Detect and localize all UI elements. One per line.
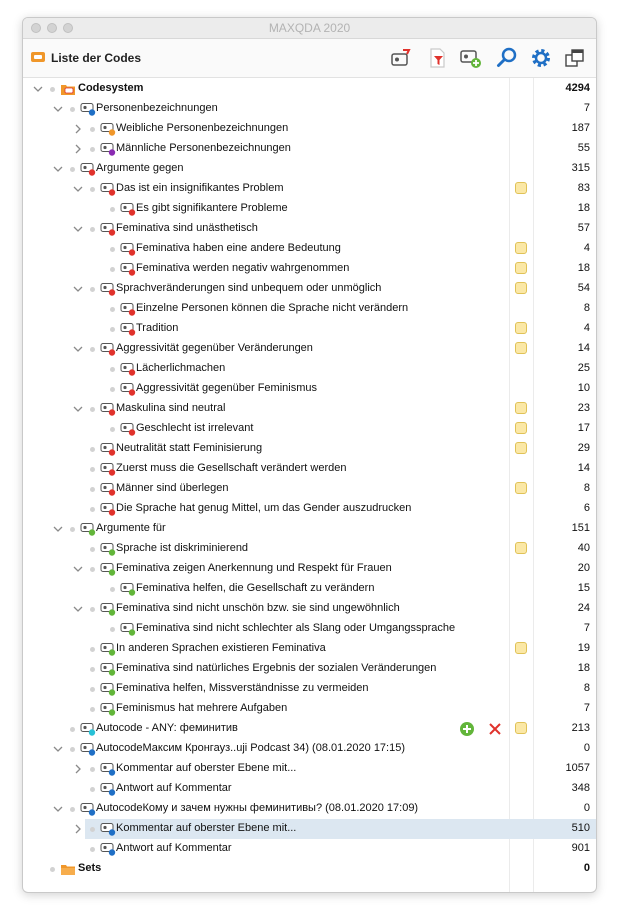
activation-dot[interactable] — [70, 807, 75, 812]
code-label: Es gibt signifikantere Probleme — [136, 202, 288, 214]
code-row[interactable] — [23, 279, 596, 299]
code-row[interactable] — [23, 579, 596, 599]
code-row[interactable] — [23, 539, 596, 559]
activation-dot[interactable] — [110, 387, 115, 392]
chevron-down-icon[interactable] — [53, 104, 63, 114]
code-icon — [100, 442, 116, 456]
code-icon — [120, 202, 136, 216]
code-label: Feminativa sind unästhetisch — [116, 222, 258, 234]
coded-segments-count: 901 — [571, 842, 590, 854]
activation-dot[interactable] — [70, 527, 75, 532]
coded-segments-count: 14 — [577, 462, 590, 474]
coded-segments-count: 18 — [577, 202, 590, 214]
coded-segments-count: 1057 — [565, 762, 590, 774]
chevron-right-icon[interactable] — [73, 824, 83, 834]
activation-dot[interactable] — [50, 867, 55, 872]
add-code-icon[interactable] — [459, 46, 483, 70]
code-icon — [80, 162, 96, 176]
activation-dot[interactable] — [90, 647, 95, 652]
coded-segments-count: 4 — [583, 322, 590, 334]
code-icon — [80, 802, 96, 816]
activation-dot[interactable] — [70, 727, 75, 732]
code-row[interactable] — [23, 399, 596, 419]
memo-icon[interactable] — [515, 482, 527, 494]
code-label: Maskulina sind neutral — [116, 402, 226, 414]
memo-icon[interactable] — [515, 642, 527, 654]
new-code-icon[interactable] — [389, 46, 413, 70]
coded-segments-count: 510 — [571, 822, 590, 834]
code-label: Autocode - ANY: феминитив — [96, 722, 238, 734]
activation-dot[interactable] — [110, 427, 115, 432]
code-row[interactable] — [23, 339, 596, 359]
code-label: AutocodeКому и зачем нужны феминитивы? (08.01.2020 17:09) — [96, 802, 419, 814]
code-icon — [120, 322, 136, 336]
coded-segments-count: 23 — [577, 402, 590, 414]
code-label: Feminativa werden negativ wahrgenommen — [136, 262, 350, 274]
activation-dot[interactable] — [70, 747, 75, 752]
code-icon — [80, 722, 96, 736]
window-title: MAXQDA 2020 — [268, 21, 351, 35]
coded-segments-count: 0 — [583, 802, 590, 814]
coded-segments-count: 187 — [571, 122, 590, 134]
code-row[interactable] — [23, 619, 596, 639]
coded-segments-count: 7 — [583, 702, 590, 714]
code-label: Feminativa helfen, Missverständnisse zu vermeiden — [116, 682, 369, 694]
activation-dot[interactable] — [90, 547, 95, 552]
code-label: Feminativa zeigen Anerkennung und Respekt für Frauen — [116, 562, 392, 574]
code-label: AutocodeМаксим Кронгауз..uji Podcast 34) (08.01.2020 17:15) — [96, 742, 406, 754]
code-row[interactable] — [23, 439, 596, 459]
code-label: Zuerst muss die Gesellschaft verändert werden — [116, 462, 347, 474]
code-icon — [100, 502, 116, 516]
code-row[interactable] — [23, 679, 596, 699]
coded-segments-count: 17 — [577, 422, 590, 434]
activation-dot[interactable] — [110, 367, 115, 372]
memo-icon[interactable] — [515, 722, 527, 734]
code-icon — [100, 842, 116, 856]
code-icon — [120, 242, 136, 256]
code-label: Lächerlichmachen — [136, 362, 226, 374]
code-icon — [100, 142, 116, 156]
code-label: Antwort auf Kommentar — [116, 842, 232, 854]
undock-window-icon[interactable] — [563, 46, 587, 70]
coded-segments-count: 24 — [577, 602, 590, 614]
coded-segments-count: 7 — [583, 102, 590, 114]
coded-segments-count: 151 — [571, 522, 590, 534]
activation-dot[interactable] — [90, 707, 95, 712]
code-label: Codesystem — [78, 82, 144, 94]
code-icon — [120, 302, 136, 316]
chevron-down-icon[interactable] — [53, 524, 63, 534]
coded-segments-count: 6 — [583, 502, 590, 514]
window-titlebar — [23, 18, 596, 39]
code-label: Antwort auf Kommentar — [116, 782, 232, 794]
coded-segments-count: 83 — [577, 182, 590, 194]
code-icon — [100, 782, 116, 796]
activation-dot[interactable] — [110, 307, 115, 312]
code-row[interactable] — [23, 99, 596, 119]
coded-segments-count: 14 — [577, 342, 590, 354]
code-row[interactable] — [23, 379, 596, 399]
memo-icon[interactable] — [515, 262, 527, 274]
code-icon — [100, 822, 116, 836]
code-row[interactable] — [23, 599, 596, 619]
code-icon — [100, 602, 116, 616]
chevron-down-icon[interactable] — [73, 184, 83, 194]
coded-segments-count: 25 — [577, 362, 590, 374]
coded-segments-count: 18 — [577, 262, 590, 274]
code-icon — [120, 582, 136, 596]
activation-dot[interactable] — [70, 107, 75, 112]
memo-icon[interactable] — [515, 342, 527, 354]
code-label: Aggressivität gegenüber Feminismus — [136, 382, 317, 394]
code-label: Personenbezeichnungen — [96, 102, 218, 114]
memo-icon[interactable] — [515, 442, 527, 454]
code-row[interactable] — [23, 259, 596, 279]
coded-segments-count: 315 — [571, 162, 590, 174]
code-label: Kommentar auf oberster Ebene mit... — [116, 762, 297, 774]
activation-dot[interactable] — [110, 267, 115, 272]
panel-title: Liste der Codes — [51, 51, 142, 65]
code-row[interactable] — [85, 819, 596, 839]
code-icon — [100, 402, 116, 416]
code-label: Feminativa sind nicht schlechter als Slang oder Umgangssprache — [136, 622, 456, 634]
code-label: Feminismus hat mehrere Aufgaben — [116, 702, 288, 714]
code-icon — [100, 762, 116, 776]
activation-dot[interactable] — [110, 587, 115, 592]
code-icon — [100, 702, 116, 716]
code-label: Neutralität statt Feminisierung — [116, 442, 263, 454]
chevron-down-icon[interactable] — [53, 804, 63, 814]
code-icon — [120, 382, 136, 396]
code-system-icon — [60, 82, 76, 96]
code-icon — [100, 342, 116, 356]
coded-segments-count: 40 — [577, 542, 590, 554]
code-row[interactable] — [23, 779, 596, 799]
code-row[interactable] — [23, 159, 596, 179]
activation-dot[interactable] — [90, 147, 95, 152]
code-row[interactable] — [23, 419, 596, 439]
code-row[interactable] — [23, 799, 596, 819]
code-icon — [120, 362, 136, 376]
chevron-down-icon[interactable] — [73, 404, 83, 414]
activation-dot[interactable] — [90, 507, 95, 512]
activation-dot[interactable] — [90, 567, 95, 572]
sets-folder-icon — [60, 862, 76, 876]
activation-dot[interactable] — [90, 667, 95, 672]
coded-segments-count: 54 — [577, 282, 590, 294]
code-icon — [100, 662, 116, 676]
code-icon — [100, 542, 116, 556]
code-label: Sprachveränderungen sind unbequem oder unmöglich — [116, 282, 382, 294]
code-row[interactable] — [23, 519, 596, 539]
chevron-right-icon[interactable] — [73, 144, 83, 154]
code-icon — [120, 262, 136, 276]
activation-dot[interactable] — [90, 827, 95, 832]
code-label: Feminativa haben eine andere Bedeutung — [136, 242, 341, 254]
coded-segments-count: 213 — [571, 722, 590, 734]
code-icon — [100, 642, 116, 656]
code-row[interactable] — [23, 199, 596, 219]
code-row[interactable] — [23, 299, 596, 319]
activation-dot[interactable] — [110, 247, 115, 252]
memo-icon[interactable] — [515, 282, 527, 294]
add-icon[interactable] — [459, 721, 475, 737]
activation-dot[interactable] — [90, 127, 95, 132]
code-label: Feminativa sind natürliches Ergebnis der sozialen Veränderungen — [116, 662, 437, 674]
memo-icon[interactable] — [515, 182, 527, 194]
coded-segments-count: 15 — [577, 582, 590, 594]
code-row[interactable] — [23, 499, 596, 519]
code-label: Kommentar auf oberster Ebene mit... — [116, 822, 297, 834]
code-icon — [100, 222, 116, 236]
code-icon — [100, 562, 116, 576]
code-tree[interactable] — [23, 78, 596, 892]
activation-dot[interactable] — [110, 327, 115, 332]
settings-icon[interactable] — [529, 46, 553, 70]
code-label: Männliche Personenbezeichnungen — [116, 142, 291, 154]
code-row[interactable] — [23, 659, 596, 679]
code-row[interactable] — [23, 559, 596, 579]
chevron-down-icon[interactable] — [73, 344, 83, 354]
code-system-icon — [31, 52, 45, 62]
code-row[interactable] — [23, 179, 596, 199]
code-icon — [120, 622, 136, 636]
activation-dot[interactable] — [90, 487, 95, 492]
coded-segments-count: 0 — [583, 742, 590, 754]
code-label: Argumente für — [96, 522, 166, 534]
code-label: Geschlecht ist irrelevant — [136, 422, 254, 434]
memo-icon[interactable] — [515, 542, 527, 554]
activation-dot[interactable] — [90, 347, 95, 352]
chevron-down-icon[interactable] — [73, 284, 83, 294]
code-row[interactable] — [23, 739, 596, 759]
code-label: Männer sind überlegen — [116, 482, 229, 494]
codes-toolbar — [23, 39, 596, 78]
coded-segments-count: 55 — [577, 142, 590, 154]
code-row[interactable] — [23, 239, 596, 259]
filter-icon[interactable] — [425, 46, 449, 70]
code-row[interactable] — [23, 139, 596, 159]
chevron-down-icon[interactable] — [73, 224, 83, 234]
chevron-down-icon[interactable] — [33, 84, 43, 94]
coded-segments-count: 10 — [577, 382, 590, 394]
code-icon — [80, 522, 96, 536]
code-label: Die Sprache hat genug Mittel, um das Gender auszudrucken — [116, 502, 412, 514]
activation-dot[interactable] — [90, 447, 95, 452]
chevron-down-icon[interactable] — [53, 744, 63, 754]
code-label: Aggressivität gegenüber Veränderungen — [116, 342, 313, 354]
chevron-down-icon[interactable] — [53, 164, 63, 174]
code-row[interactable] — [23, 759, 596, 779]
code-row[interactable] — [23, 119, 596, 139]
memo-icon[interactable] — [515, 402, 527, 414]
code-system-row[interactable] — [23, 79, 596, 99]
codes-window — [22, 17, 597, 893]
coded-segments-count: 8 — [583, 302, 590, 314]
chevron-right-icon[interactable] — [73, 764, 83, 774]
activation-dot[interactable] — [90, 787, 95, 792]
activation-dot[interactable] — [90, 227, 95, 232]
activation-dot[interactable] — [50, 87, 55, 92]
code-label: Argumente gegen — [96, 162, 184, 174]
chevron-right-icon[interactable] — [73, 124, 83, 134]
code-icon — [120, 422, 136, 436]
activation-dot[interactable] — [90, 467, 95, 472]
coded-segments-count: 19 — [577, 642, 590, 654]
activation-dot[interactable] — [70, 167, 75, 172]
coded-segments-count: 18 — [577, 662, 590, 674]
code-icon — [100, 482, 116, 496]
coded-segments-count: 29 — [577, 442, 590, 454]
code-row[interactable] — [23, 719, 596, 739]
activation-dot[interactable] — [110, 627, 115, 632]
coded-segments-count: 57 — [577, 222, 590, 234]
code-label: Sets — [78, 862, 102, 874]
coded-segments-count: 8 — [583, 682, 590, 694]
activation-dot[interactable] — [90, 847, 95, 852]
code-label: Feminativa sind nicht unschön bzw. sie sind ungewöhnlich — [116, 602, 400, 614]
code-row[interactable] — [23, 699, 596, 719]
chevron-down-icon[interactable] — [73, 604, 83, 614]
search-icon[interactable] — [495, 46, 519, 70]
code-label: Feminativa helfen, die Gesellschaft zu verändern — [136, 582, 375, 594]
coded-segments-count: 20 — [577, 562, 590, 574]
memo-icon[interactable] — [515, 422, 527, 434]
memo-icon[interactable] — [515, 242, 527, 254]
coded-segments-count: 348 — [571, 782, 590, 794]
delete-icon[interactable] — [487, 721, 503, 737]
activation-dot[interactable] — [90, 187, 95, 192]
code-label: Weibliche Personenbezeichnungen — [116, 122, 289, 134]
activation-dot[interactable] — [90, 687, 95, 692]
code-icon — [80, 742, 96, 756]
code-label: Das ist ein insignifikantes Problem — [116, 182, 284, 194]
code-icon — [100, 182, 116, 196]
chevron-down-icon[interactable] — [73, 564, 83, 574]
coded-segments-count: 4 — [583, 242, 590, 254]
code-icon — [100, 282, 116, 296]
coded-segments-count: 7 — [583, 622, 590, 634]
code-icon — [80, 102, 96, 116]
code-label: Einzelne Personen können die Sprache nicht verändern — [136, 302, 409, 314]
code-row[interactable] — [23, 319, 596, 339]
coded-segments-count: 4294 — [565, 82, 590, 94]
code-icon — [100, 682, 116, 696]
activation-dot[interactable] — [90, 767, 95, 772]
coded-segments-count: 8 — [583, 482, 590, 494]
code-label: Tradition — [136, 322, 179, 334]
code-row[interactable] — [23, 639, 596, 659]
activation-dot[interactable] — [110, 207, 115, 212]
coded-segments-count: 0 — [583, 862, 590, 874]
code-row[interactable] — [23, 359, 596, 379]
memo-icon[interactable] — [515, 322, 527, 334]
code-row[interactable] — [23, 839, 596, 859]
code-icon — [100, 462, 116, 476]
code-icon — [100, 122, 116, 136]
activation-dot[interactable] — [90, 287, 95, 292]
code-label: In anderen Sprachen existieren Feminativa — [116, 642, 326, 654]
activation-dot[interactable] — [90, 407, 95, 412]
activation-dot[interactable] — [90, 607, 95, 612]
code-row[interactable] — [23, 459, 596, 479]
code-row[interactable] — [23, 479, 596, 499]
sets-row[interactable] — [23, 859, 596, 879]
code-label: Sprache ist diskriminierend — [116, 542, 249, 554]
code-row[interactable] — [23, 219, 596, 239]
